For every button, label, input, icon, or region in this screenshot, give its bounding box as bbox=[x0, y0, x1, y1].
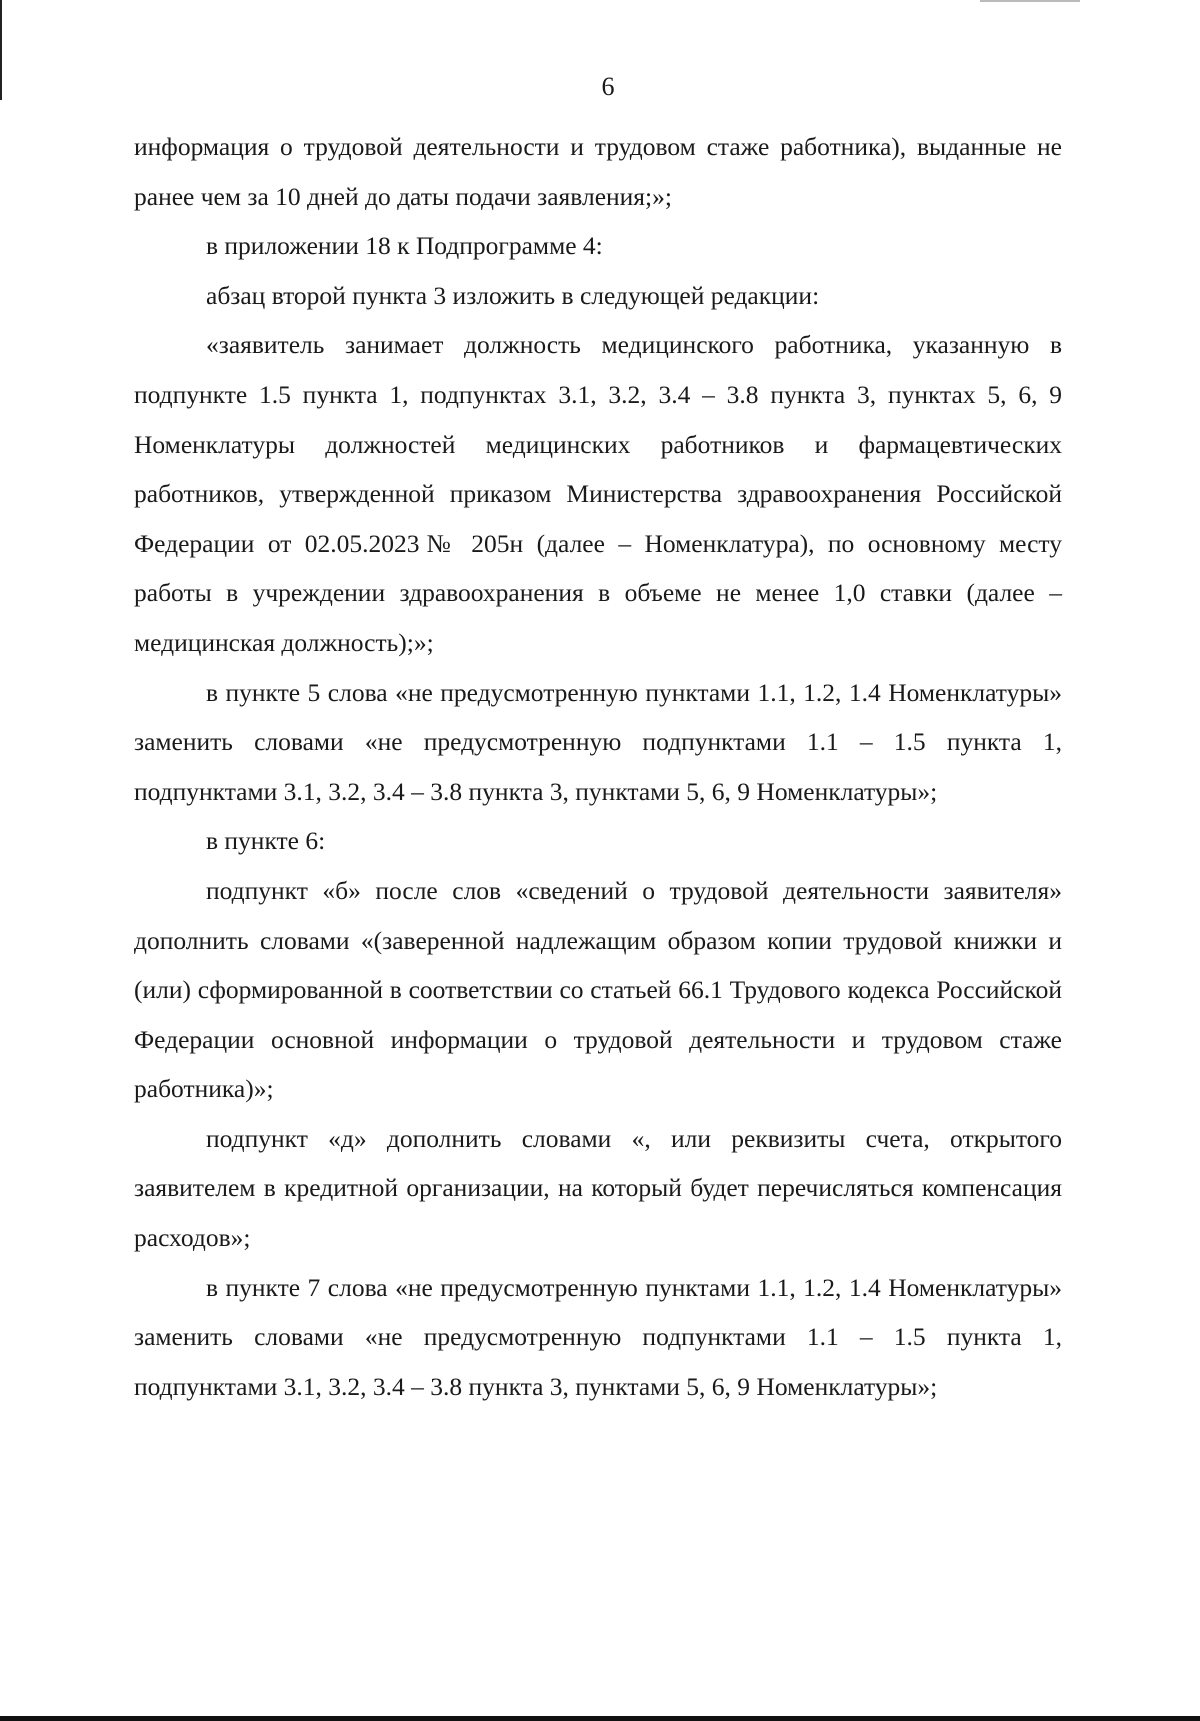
document-body bbox=[134, 122, 1062, 1411]
scan-edge-bottom bbox=[0, 1716, 1200, 1721]
scan-edge-top bbox=[980, 0, 1080, 2]
page-number: 6 bbox=[601, 72, 615, 101]
paragraph-appendix-18: в приложении 18 к Подпрограмме 4: bbox=[206, 231, 603, 261]
paragraph-item-5: в пункте 5 слова «не предусмотренную пунктами 1.1, 1.2, 1.4 Номенклатуры» заменить словами «не предусмотренную подпунктами 1.1 – 1.5 пункта 1, подпунктами 3.1, 3.2, 3.4 – 3.8 пункта 3, пунктами 5, 6, 9 Номенклатуры»; bbox=[134, 677, 1062, 806]
paragraph-subitem-b: подпункт «б» после слов «сведений о трудовой деятельности заявителя» дополнить словами «(заверенной надлежащим образом копии трудовой книжки и (или) сформированной в соответствии со статьей 66.1 Трудового кодекса Российской Федерации основной информации о трудовой деятельности и трудовом стаже работника)»; bbox=[134, 875, 1062, 1104]
paragraph-item-7: в пункте 7 слова «не предусмотренную пунктами 1.1, 1.2, 1.4 Номенклатуры» заменить словами «не предусмотренную подпунктами 1.1 – 1.5 пункта 1, подпунктами 3.1, 3.2, 3.4 – 3.8 пункта 3, пунктами 5, 6, 9 Номенклатуры»; bbox=[134, 1272, 1062, 1401]
paragraph-item-3-text: «заявитель занимает должность медицинского работника, указанную в подпункте 1.5 пункта 1, подпунктах 3.1, 3.2, 3.4 – 3.8 пункта 3, пунктах 5, 6, 9 Номенклатуры должностей медицинских работников и фармацевтических работников, утвержденной приказом Министерства здравоохранения Российской Федерации от 02.05.2023№ 205н (далее – Номенклатура), по основному месту работы в учреждении здравоохранения в объеме не менее 1,0 ставки (далее – медицинская должность);»; bbox=[134, 330, 1062, 657]
paragraph-item-3-intro: абзац второй пункта 3 изложить в следующей редакции: bbox=[206, 280, 820, 310]
paragraph-subitem-d: подпункт «д» дополнить словами «, или реквизиты счета, открытого заявителем в кредитной организации, на который будет перечисляться компенсация расходов»; bbox=[134, 1123, 1062, 1253]
paragraph-item-6-intro: в пункте 6: bbox=[206, 826, 326, 856]
paragraph-continuation: информация о трудовой деятельности и трудовом стаже работника), выданные не ранее чем за 10 дней до даты подачи заявления;»; bbox=[134, 132, 1062, 211]
scan-edge-left bbox=[0, 0, 2, 100]
